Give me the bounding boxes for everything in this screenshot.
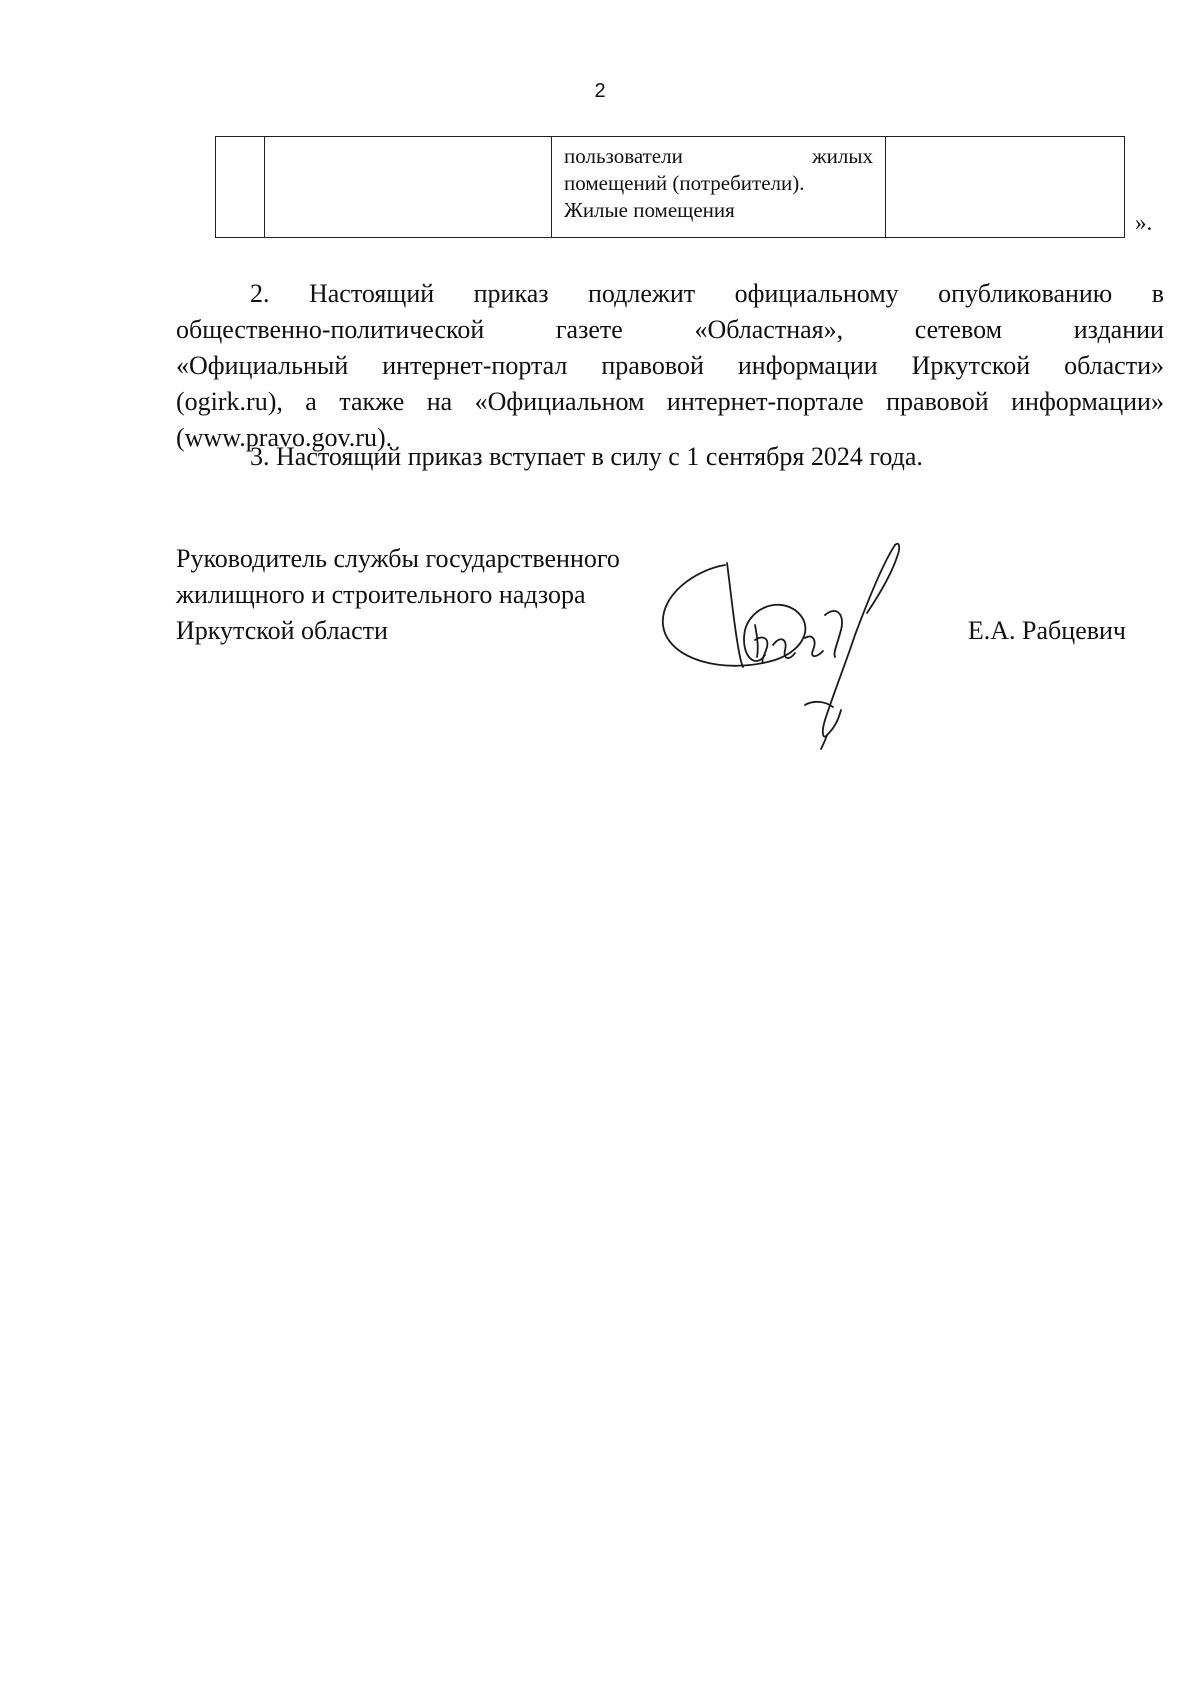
word: правовой — [886, 387, 989, 416]
word: приказ — [473, 279, 549, 308]
paragraph-publication — [176, 276, 1164, 456]
word: на — [426, 387, 453, 416]
paragraph-line — [176, 348, 1164, 384]
closing-quote-mark: ». — [1135, 210, 1153, 235]
word: официальному — [734, 279, 899, 308]
table-row — [216, 137, 1125, 238]
word: «Официальном — [474, 387, 645, 416]
handwritten-signature — [655, 535, 935, 750]
cell-text-line: помещений (потребители). — [564, 171, 805, 195]
page-number: 2 — [594, 80, 606, 102]
word: информации — [737, 351, 878, 380]
table-cell-number — [216, 137, 265, 238]
table-cell-description — [552, 137, 886, 238]
word: сетевом — [914, 315, 1003, 344]
signatory-name: Е.А. Рабцевич — [967, 616, 1126, 645]
paragraph-line: (www.pravo.gov.ru). — [176, 423, 393, 452]
word: общественно-политической — [176, 315, 485, 344]
paragraph-line — [176, 276, 1164, 312]
word: также — [339, 387, 405, 416]
paragraph-line — [176, 312, 1164, 348]
word: (ogirk.ru), — [176, 387, 283, 416]
table-cell-empty — [265, 137, 552, 238]
signatory-title-line: Иркутской области — [176, 616, 388, 645]
table-fragment — [215, 136, 1125, 238]
word: области» — [1064, 351, 1164, 380]
word: Настоящий — [308, 279, 435, 308]
word: «Официальный — [176, 351, 349, 380]
signatory-title-line: Руководитель службы государственного — [176, 544, 620, 573]
signatory-title — [176, 541, 620, 649]
word: подлежит — [588, 279, 696, 308]
cell-text-word: жилых — [812, 144, 873, 168]
word: опубликованию — [938, 279, 1113, 308]
signatory-title-line: жилищного и строительного надзора — [176, 580, 586, 609]
word: интернет-портал — [382, 351, 568, 380]
table-cell-empty-last — [886, 137, 1125, 238]
word: правовой — [601, 351, 704, 380]
word: издании — [1073, 315, 1164, 344]
word: газете — [555, 315, 623, 344]
word: в — [1151, 279, 1164, 308]
word: Иркутской — [911, 351, 1031, 380]
word: интернет-портале — [666, 387, 864, 416]
paragraph-line — [176, 384, 1164, 420]
cell-text-word: пользователи — [564, 144, 683, 168]
word: информации» — [1011, 387, 1164, 416]
paragraph-line: 3. Настоящий приказ вступает в силу с 1 сентября 2024 года. — [250, 442, 923, 471]
word: «Областная», — [694, 315, 844, 344]
word: а — [305, 387, 317, 416]
word: 2. — [250, 279, 270, 308]
cell-text-line: Жилые помещения — [564, 198, 735, 222]
paragraph-effective-date — [176, 439, 1164, 475]
